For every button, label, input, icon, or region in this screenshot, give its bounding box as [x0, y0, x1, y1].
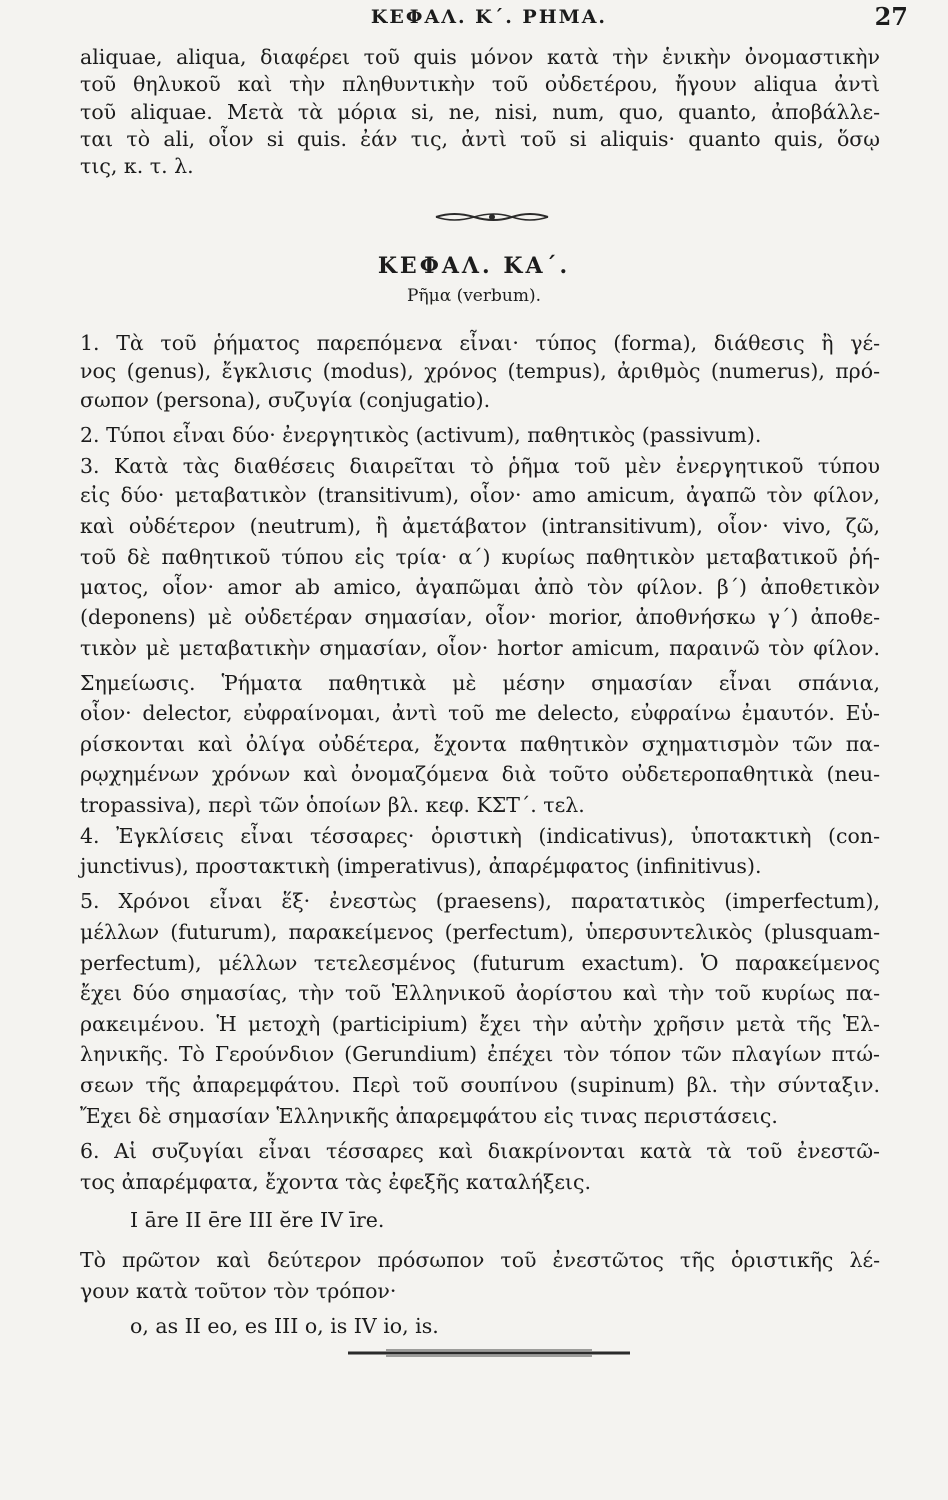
text-line: τοῦ δὲ παθητικοῦ τύπου εἰς τρία· α΄) κυρίως παθητικὸν μεταβατικοῦ ῥή-: [80, 545, 880, 569]
chapter-subheading: Ρῆμα (verbum).: [407, 286, 541, 306]
text-line: 3. Κατὰ τὰς διαθέσεις διαιρεῖται τὸ ῥῆμα τοῦ μὲν ἐνεργητικοῦ τύπου: [80, 454, 880, 478]
text-line: 6. Αἱ συζυγίαι εἶναι τέσσαρες καὶ διακρίνονται κατὰ τὰ τοῦ ἐνεστῶ-: [80, 1139, 880, 1163]
text-line: Τὸ πρῶτον καὶ δεύτερον πρόσωπον τοῦ ἐνεστῶτος τῆς ὁριστικῆς λέ-: [80, 1248, 880, 1272]
chapter-heading: ΚΕΦΑΛ. ΚΑ΄.: [377, 253, 571, 279]
text-line: νος (genus), ἔγκλισις (modus), χρόνος (tempus), ἀριθμὸς (numerus), πρό-: [80, 359, 880, 383]
running-head-title: ΚΕΦΑΛ. Κ΄. ΡΗΜΑ.: [370, 6, 608, 28]
text-line: Ἔχει δὲ σημασίαν Ἑλληνικῆς ἀπαρεμφάτου εἰς τινας περιστάσεις.: [80, 1104, 778, 1128]
text-line: 1. Τὰ τοῦ ῥήματος παρεπόμενα εἶναι· τύπος (forma), διάθεσις ἢ γέ-: [80, 331, 880, 355]
conjugation-endings: I āre II ēre III ĕre IV īre.: [130, 1208, 385, 1232]
ornament-divider-icon: [434, 211, 550, 223]
text-line: ρακειμένου. Ἡ μετοχὴ (participium) ἔχει τὴν αὐτὴν χρῆσιν μετὰ τῆς Ἑλ-: [80, 1012, 880, 1036]
text-line: ἔχει δύο σημασίας, τὴν τοῦ Ἑλληνικοῦ ἀορίστου καὶ τὴν τοῦ κυρίως πα-: [80, 981, 880, 1005]
text-line: τοῦ θηλυκοῦ καὶ τὴν πληθυντικὴν τοῦ οὐδετέρου, ἤγουν aliqua ἀντὶ: [80, 72, 880, 96]
text-line: γουν κατὰ τοῦτον τὸν τρόπον·: [80, 1279, 397, 1303]
text-line: ρίσκονται καὶ ὀλίγα οὐδέτερα, ἔχοντα παθητικὸν σχηματισμὸν τῶν πα-: [80, 732, 880, 756]
text-line: σωπον (persona), συζυγία (conjugatio).: [80, 388, 491, 412]
ornament-rule-icon: [346, 1348, 632, 1358]
text-line: Σημείωσις. Ῥήματα παθητικὰ μὲ μέσην σημασίαν εἶναι σπάνια,: [80, 671, 880, 695]
text-line: perfectum), μέλλων τετελεσμένος (futurum exactum). Ὁ παρακείμενος: [80, 951, 880, 975]
text-line: τοῦ aliquae. Μετὰ τὰ μόρια si, ne, nisi, num, quo, quanto, ἀποβάλλε-: [80, 100, 880, 124]
text-line: 2. Τύποι εἶναι δύο· ἐνεργητικὸς (activum), παθητικὸς (passivum).: [80, 423, 762, 447]
text-line: 4. Ἐγκλίσεις εἶναι τέσσαρες· ὁριστικὴ (indicativus), ὑποτακτικὴ (con-: [80, 824, 880, 848]
text-line: μέλλων (futurum), παρακείμενος (perfectum), ὑπερσυντελικὸς (plusquam-: [80, 920, 880, 944]
text-line: (deponens) μὲ οὐδετέραν σημασίαν, οἷον· morior, ἀποθνήσκω γ΄) ἀποθε-: [80, 605, 880, 629]
person-endings: o, as II eo, es III o, is IV io, is.: [130, 1314, 439, 1338]
text-line: ματος, οἷον· amor ab amico, ἀγαπῶμαι ἀπὸ τὸν φίλον. β΄) ἀποθετικὸν: [80, 575, 880, 599]
text-line: τος ἀπαρέμφατα, ἔχοντα τὰς ἐφεξῆς καταλήξεις.: [80, 1170, 591, 1194]
running-head: [60, 2, 918, 36]
text-line: σεων τῆς ἀπαρεμφάτου. Περὶ τοῦ σουπίνου (supinum) βλ. τὴν σύνταξιν.: [80, 1073, 880, 1097]
text-line: τις, κ. τ. λ.: [80, 154, 194, 178]
text-line: τικὸν μὲ μεταβατικὴν σημασίαν, οἷον· hortor amicum, παραινῶ τὸν φίλον.: [80, 636, 880, 660]
text-line: ρῳχημένων χρόνων καὶ ὀνομαζόμενα διὰ τοῦτο οὐδετεροπαθητικὰ (neu-: [80, 762, 880, 786]
text-line: junctivus), προστακτικὴ (imperativus), ἀπαρέμφατος (infinitivus).: [80, 854, 762, 878]
text-line: οἷον· delector, εὐφραίνομαι, ἀντὶ τοῦ me delecto, εὐφραίνω ἐμαυτόν. Εὑ-: [80, 701, 880, 725]
text-line: εἰς δύο· μεταβατικὸν (transitivum), οἷον· amo amicum, ἀγαπῶ τὸν φίλον,: [80, 483, 880, 507]
text-line: ληνικῆς. Τὸ Γερούνδιον (Gerundium) ἐπέχει τὸν τόπον τῶν πλαγίων πτώ-: [80, 1042, 880, 1066]
text-line: ται τὸ ali, οἷον si quis. ἐάν τις, ἀντὶ τοῦ si aliquis· quanto quis, ὅσῳ: [80, 127, 880, 151]
text-line: καὶ οὐδέτερον (neutrum), ἢ ἀμετάβατον (intransitivum), οἷον· vivo, ζῶ,: [80, 514, 880, 538]
text-line: 5. Χρόνοι εἶναι ἕξ· ἐνεστὼς (praesens), παρατατικὸς (imperfectum),: [80, 889, 880, 913]
page-number: 27: [874, 2, 908, 31]
text-line: aliquae, aliqua, διαφέρει τοῦ quis μόνον κατὰ τὴν ἑνικὴν ὀνομαστικὴν: [80, 45, 880, 69]
text-line: tropassiva), περὶ τῶν ὁποίων βλ. κεφ. ΚΣΤ΄. τελ.: [80, 793, 585, 817]
